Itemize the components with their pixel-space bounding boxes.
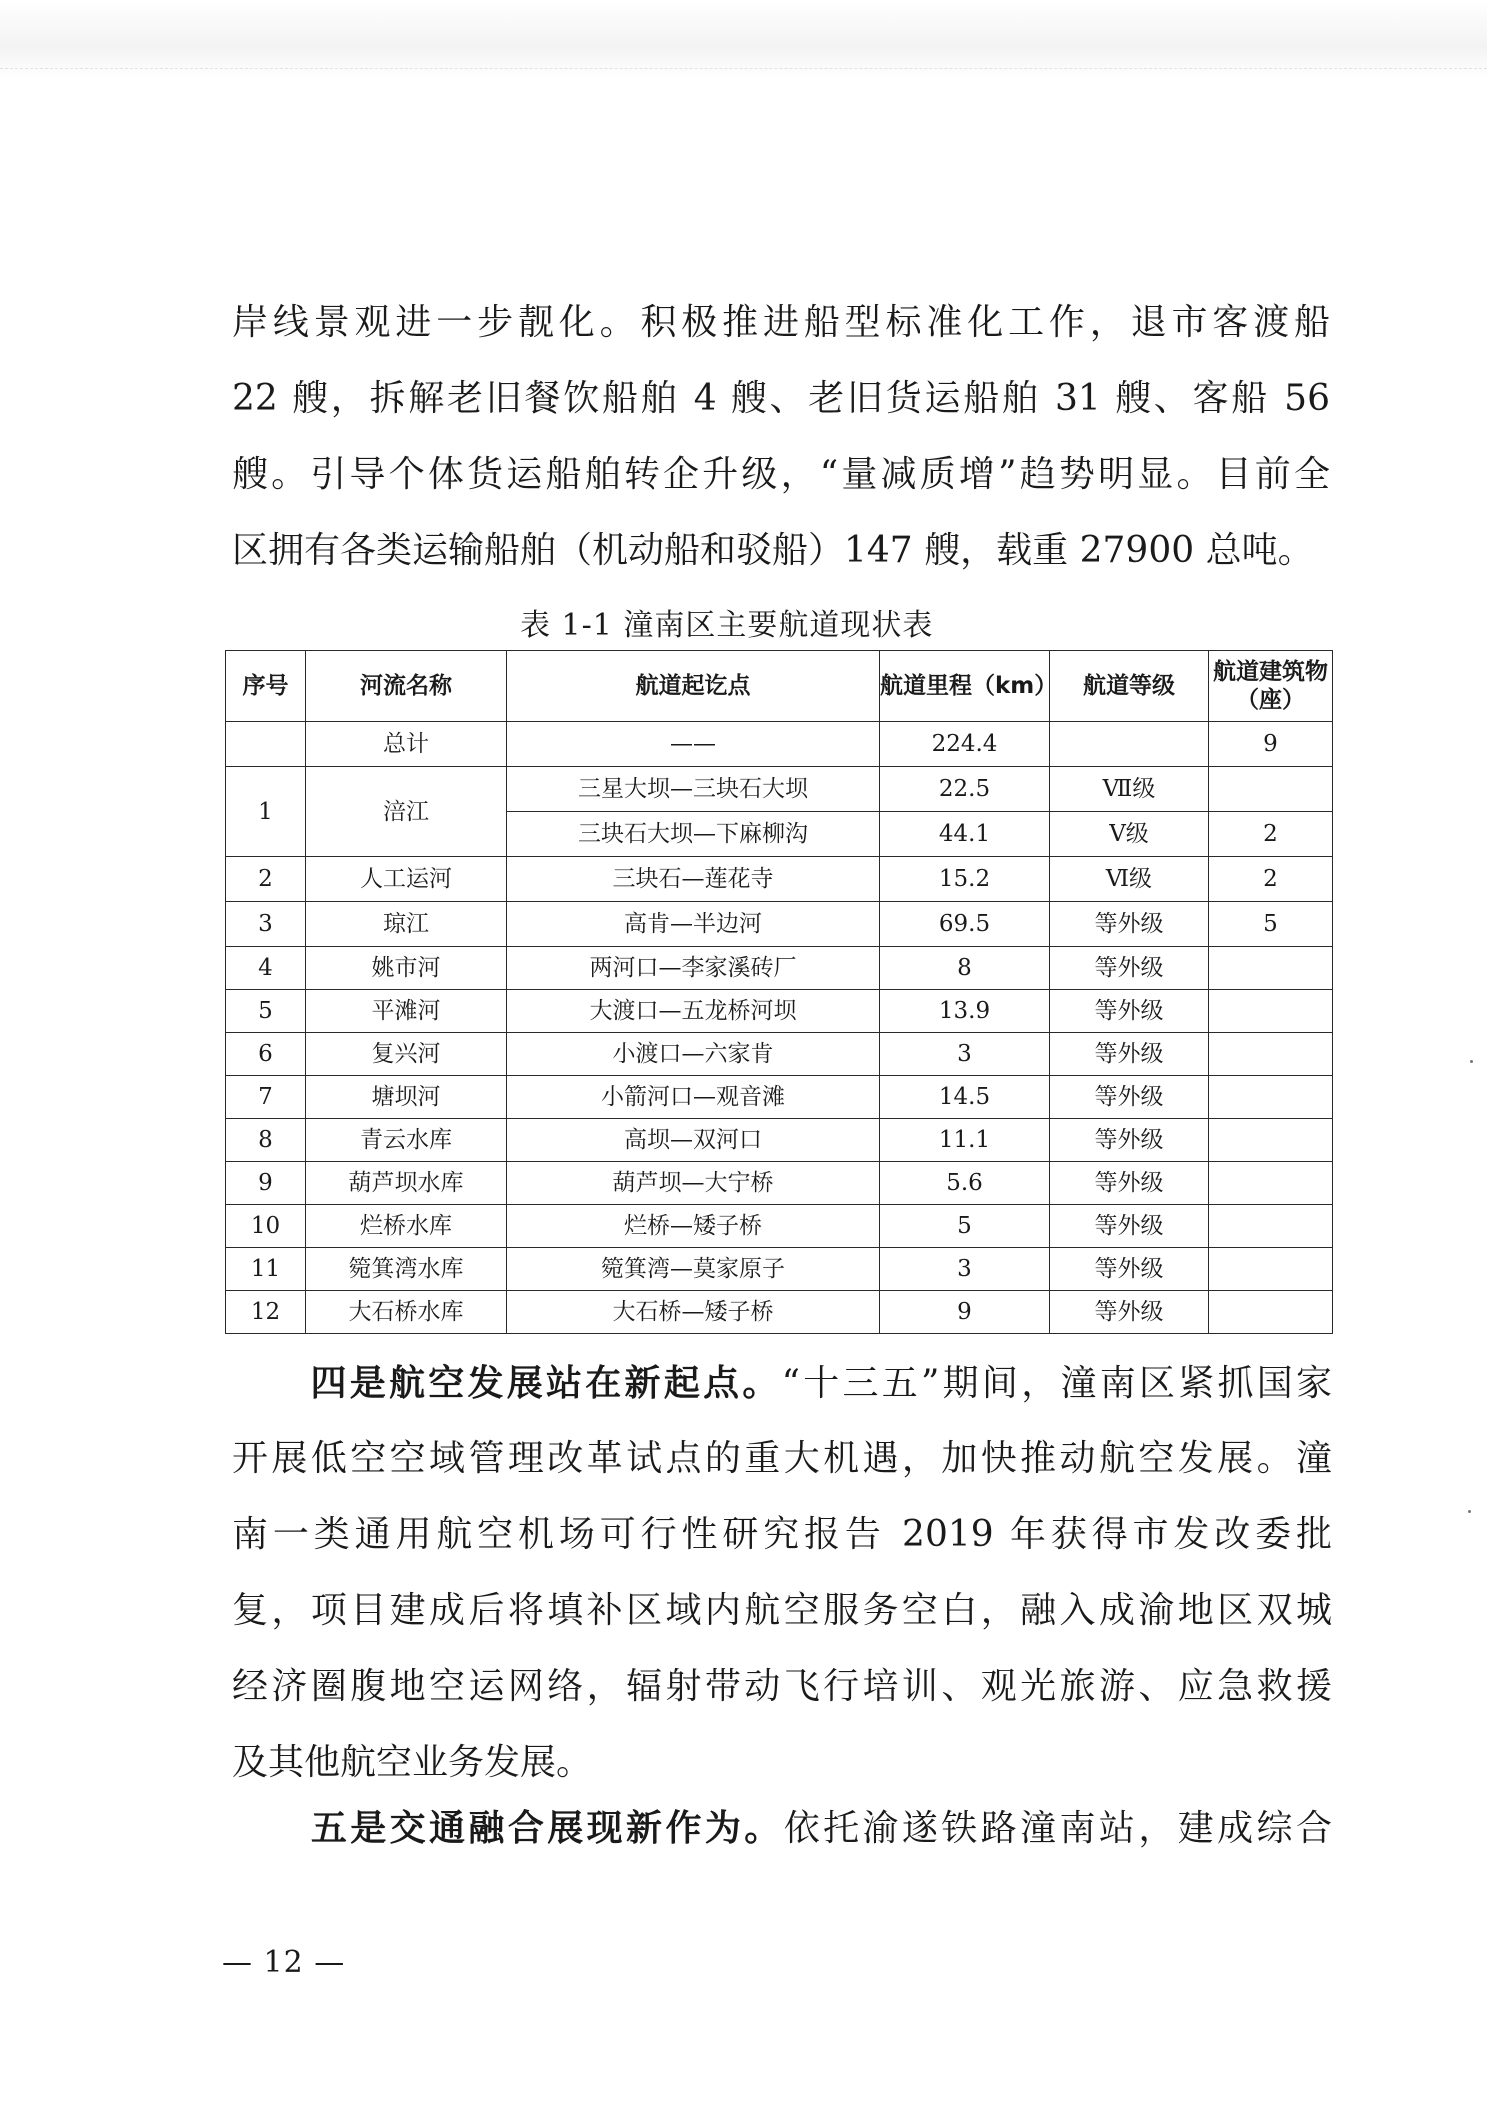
- cell-grade: 等外级: [1050, 990, 1209, 1033]
- cell-km: 8: [880, 947, 1050, 990]
- page-number: — 12 —: [222, 1945, 346, 1980]
- text-line: 南一类通用航空机场可行性研究报告 2019 年获得市发改委批: [232, 1514, 1332, 1555]
- cell-km: 5: [880, 1205, 1050, 1248]
- text-run: “十三五”期间，潼南区紧抓国家: [781, 1363, 1332, 1404]
- scan-speck: [1470, 1060, 1473, 1063]
- cell-route: 小箭河口—观音滩: [507, 1076, 880, 1119]
- cell-structures: [1209, 1162, 1333, 1205]
- text-line: [232, 1790, 1332, 1866]
- table-caption: 表 1-1 潼南区主要航道现状表: [520, 608, 934, 643]
- paragraph-lead: 四是航空发展站在新起点。: [310, 1362, 782, 1404]
- cell-name: 塘坝河: [306, 1076, 507, 1119]
- cell-route: ——: [507, 722, 880, 767]
- cell-no: 2: [226, 857, 306, 902]
- table-header-row: [226, 651, 1333, 722]
- cell-route: 高坝—双河口: [507, 1119, 880, 1162]
- cell-no: 9: [226, 1162, 306, 1205]
- paragraph-integration: [232, 1790, 1332, 1866]
- cell-grade: Ⅵ级: [1050, 857, 1209, 902]
- header-no: 序号: [226, 651, 306, 722]
- cell-no: 6: [226, 1033, 306, 1076]
- header-km: 航道里程（km）: [880, 651, 1050, 722]
- cell-name: 总计: [306, 722, 507, 767]
- cell-name: 人工运河: [306, 857, 507, 902]
- cell-name: 涪江: [306, 767, 507, 857]
- cell-grade: 等外级: [1050, 1076, 1209, 1119]
- table-row: [226, 1205, 1333, 1248]
- cell-structures: [1209, 1076, 1333, 1119]
- cell-grade: 等外级: [1050, 902, 1209, 947]
- cell-route: 大石桥—矮子桥: [507, 1291, 880, 1334]
- scan-speck: [1468, 1510, 1471, 1513]
- cell-structures: [1209, 1205, 1333, 1248]
- cell-route: 烂桥—矮子桥: [507, 1205, 880, 1248]
- paragraph-ships: [232, 285, 1330, 589]
- cell-structures: [1209, 1291, 1333, 1334]
- cell-no: 1: [226, 767, 306, 857]
- cell-grade: 等外级: [1050, 1205, 1209, 1248]
- table-row: [226, 1162, 1333, 1205]
- cell-no: 3: [226, 902, 306, 947]
- table-row: [226, 1291, 1333, 1334]
- table-row-total: [226, 722, 1333, 767]
- cell-route: 小渡口—六家肯: [507, 1033, 880, 1076]
- cell-no: [226, 722, 306, 767]
- header-grade: 航道等级: [1050, 651, 1209, 722]
- cell-no: 11: [226, 1248, 306, 1291]
- cell-name: 平滩河: [306, 990, 507, 1033]
- text-line: 区拥有各类运输船舶（机动船和驳船）147 艘，载重 27900 总吨。: [232, 530, 1314, 571]
- cell-route: 高肯—半边河: [507, 902, 880, 947]
- table-row: [226, 1033, 1333, 1076]
- cell-structures: 2: [1209, 812, 1333, 857]
- table-row: [226, 1248, 1333, 1291]
- table-row: [226, 902, 1333, 947]
- cell-no: 12: [226, 1291, 306, 1334]
- text-line: 开展低空空域管理改革试点的重大机遇，加快推动航空发展。潼: [232, 1438, 1332, 1479]
- cell-name: 姚市河: [306, 947, 507, 990]
- cell-name: 大石桥水库: [306, 1291, 507, 1334]
- cell-grade: 等外级: [1050, 1248, 1209, 1291]
- cell-km: 9: [880, 1291, 1050, 1334]
- text-line: 复，项目建成后将填补区域内航空服务空白，融入成渝地区双城: [232, 1590, 1332, 1631]
- text-line: [232, 1345, 1332, 1421]
- cell-grade: Ⅶ级: [1050, 767, 1209, 812]
- cell-grade: Ⅴ级: [1050, 812, 1209, 857]
- text-line: 岸线景观进一步靓化。积极推进船型标准化工作，退市客渡船: [232, 302, 1330, 343]
- text-line: 经济圈腹地空运网络，辐射带动飞行培训、观光旅游、应急救援: [232, 1666, 1332, 1707]
- cell-no: 4: [226, 947, 306, 990]
- cell-route: 三块石—莲花寺: [507, 857, 880, 902]
- cell-grade: 等外级: [1050, 947, 1209, 990]
- header-structures: 航道建筑物（座）: [1209, 651, 1333, 722]
- cell-no: 10: [226, 1205, 306, 1248]
- cell-name: 琼江: [306, 902, 507, 947]
- text-line: 艘。引导个体货运船舶转企升级，“量减质增”趋势明显。目前全: [232, 454, 1330, 495]
- cell-structures: 5: [1209, 902, 1333, 947]
- cell-name: 青云水库: [306, 1119, 507, 1162]
- header-route: 航道起讫点: [507, 651, 880, 722]
- cell-km: 3: [880, 1248, 1050, 1291]
- table-row: [226, 767, 1333, 812]
- cell-structures: 2: [1209, 857, 1333, 902]
- cell-km: 69.5: [880, 902, 1050, 947]
- waterway-table: [225, 650, 1333, 1334]
- cell-no: 5: [226, 990, 306, 1033]
- cell-no: 7: [226, 1076, 306, 1119]
- cell-km: 3: [880, 1033, 1050, 1076]
- cell-route: 葫芦坝—大宁桥: [507, 1162, 880, 1205]
- cell-km: 22.5: [880, 767, 1050, 812]
- cell-km: 15.2: [880, 857, 1050, 902]
- cell-grade: 等外级: [1050, 1119, 1209, 1162]
- cell-name: 复兴河: [306, 1033, 507, 1076]
- cell-route: 大渡口—五龙桥河坝: [507, 990, 880, 1033]
- scan-fold-line: [0, 68, 1487, 69]
- cell-name: 烂桥水库: [306, 1205, 507, 1248]
- table-row: [226, 1119, 1333, 1162]
- cell-route: 两河口—李家溪砖厂: [507, 947, 880, 990]
- text-line: 及其他航空业务发展。: [232, 1742, 593, 1783]
- table-row: [226, 990, 1333, 1033]
- table-row: [226, 1076, 1333, 1119]
- cell-structures: [1209, 1119, 1333, 1162]
- paragraph-aviation: [232, 1345, 1332, 1801]
- cell-grade: 等外级: [1050, 1291, 1209, 1334]
- cell-route: 三星大坝—三块石大坝: [507, 767, 880, 812]
- text-line: 22 艘，拆解老旧餐饮船舶 4 艘、老旧货运船舶 31 艘、客船 56: [232, 378, 1330, 419]
- cell-km: 14.5: [880, 1076, 1050, 1119]
- table-row: [226, 947, 1333, 990]
- cell-structures: 9: [1209, 722, 1333, 767]
- cell-km: 44.1: [880, 812, 1050, 857]
- cell-km: 11.1: [880, 1119, 1050, 1162]
- cell-structures: [1209, 990, 1333, 1033]
- header-river: 河流名称: [306, 651, 507, 722]
- cell-no: 8: [226, 1119, 306, 1162]
- cell-structures: [1209, 947, 1333, 990]
- table-row: [226, 857, 1333, 902]
- scan-top-band: [0, 0, 1487, 78]
- cell-grade: 等外级: [1050, 1162, 1209, 1205]
- cell-km: 224.4: [880, 722, 1050, 767]
- cell-structures: [1209, 1033, 1333, 1076]
- cell-structures: [1209, 767, 1333, 812]
- cell-route: 箢箕湾—莫家原子: [507, 1248, 880, 1291]
- cell-route: 三块石大坝—下麻柳沟: [507, 812, 880, 857]
- cell-name: 葫芦坝水库: [306, 1162, 507, 1205]
- cell-grade: 等外级: [1050, 1033, 1209, 1076]
- cell-name: 箢箕湾水库: [306, 1248, 507, 1291]
- cell-structures: [1209, 1248, 1333, 1291]
- text-run: 依托渝遂铁路潼南站，建成综合: [783, 1808, 1332, 1849]
- cell-km: 13.9: [880, 990, 1050, 1033]
- cell-km: 5.6: [880, 1162, 1050, 1205]
- paragraph-lead: 五是交通融合展现新作为。: [310, 1807, 784, 1849]
- cell-grade: [1050, 722, 1209, 767]
